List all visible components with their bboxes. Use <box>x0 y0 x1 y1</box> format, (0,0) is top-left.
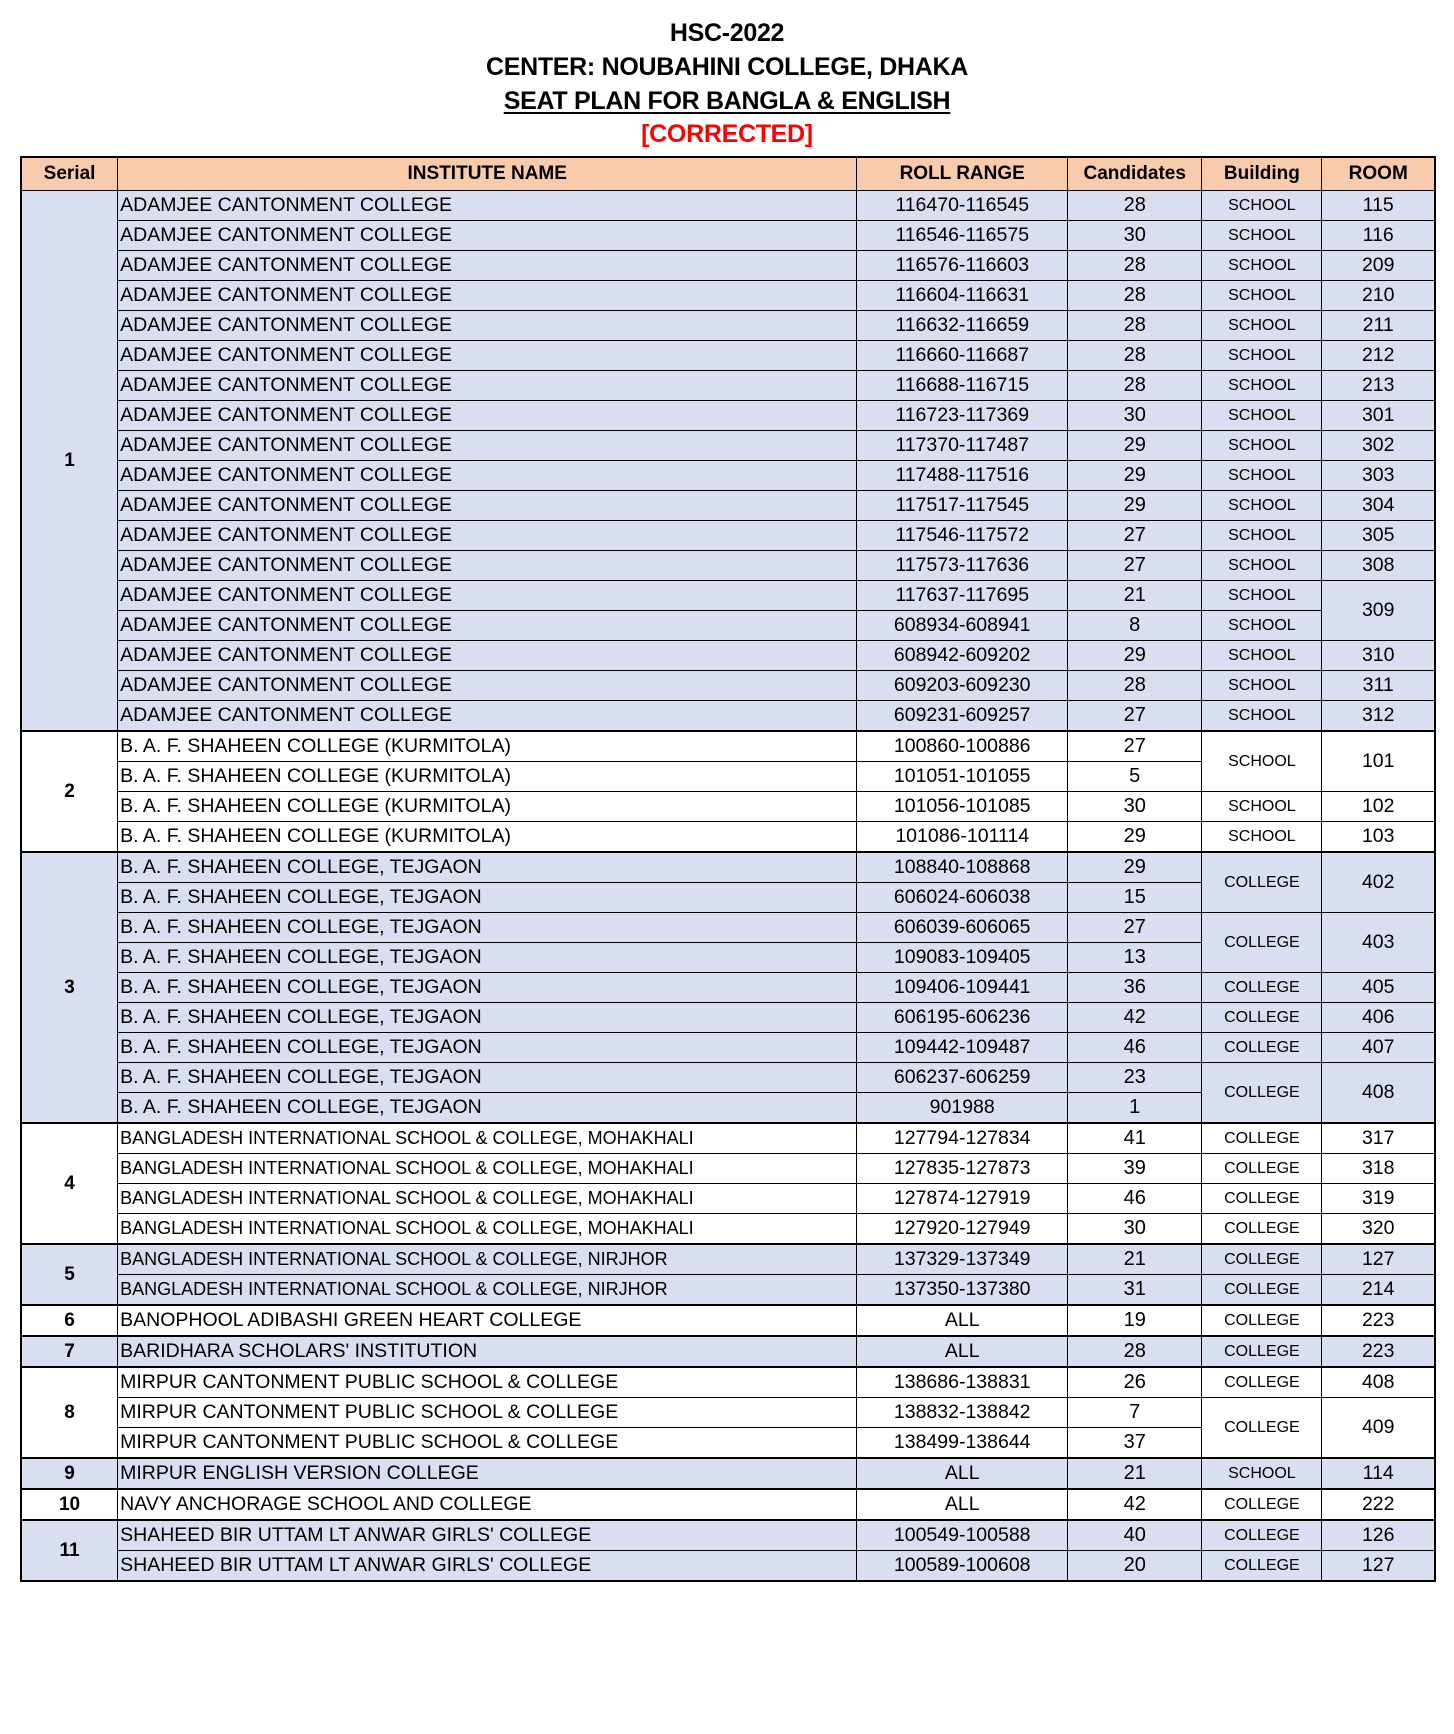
cell-candidates: 27 <box>1068 731 1202 762</box>
table-body <box>21 191 1435 1582</box>
cell-institute-name: B. A. F. SHAHEEN COLLEGE, TEJGAON <box>118 1063 857 1093</box>
cell-institute-name: B. A. F. SHAHEEN COLLEGE, TEJGAON <box>118 852 857 883</box>
cell-institute-name: ADAMJEE CANTONMENT COLLEGE <box>118 221 857 251</box>
cell-room: 213 <box>1322 371 1435 401</box>
cell-institute-name: BANGLADESH INTERNATIONAL SCHOOL & COLLEGE, MOHAKHALI <box>118 1184 857 1214</box>
cell-serial: 11 <box>21 1520 118 1581</box>
title-exam-year: HSC-2022 <box>669 19 785 47</box>
cell-candidates: 28 <box>1068 281 1202 311</box>
cell-building: SCHOOL <box>1202 191 1322 221</box>
cell-room: 103 <box>1322 822 1435 853</box>
cell-building: SCHOOL <box>1202 311 1322 341</box>
cell-institute-name: ADAMJEE CANTONMENT COLLEGE <box>118 461 857 491</box>
table-row <box>21 521 1435 551</box>
cell-institute-name: B. A. F. SHAHEEN COLLEGE, TEJGAON <box>118 943 857 973</box>
cell-candidates: 29 <box>1068 431 1202 461</box>
table-row <box>21 641 1435 671</box>
table-row <box>21 852 1435 883</box>
cell-institute-name: ADAMJEE CANTONMENT COLLEGE <box>118 671 857 701</box>
cell-room: 223 <box>1322 1305 1435 1336</box>
cell-roll-range: 606024-606038 <box>857 883 1068 913</box>
cell-institute-name: SHAHEED BIR UTTAM LT ANWAR GIRLS' COLLEGE <box>118 1520 857 1551</box>
cell-institute-name: B. A. F. SHAHEEN COLLEGE, TEJGAON <box>118 1033 857 1063</box>
seat-plan-table <box>20 156 1436 1582</box>
table-row <box>21 913 1435 943</box>
cell-candidates: 20 <box>1068 1551 1202 1582</box>
cell-room: 317 <box>1322 1123 1435 1154</box>
cell-institute-name: B. A. F. SHAHEEN COLLEGE (KURMITOLA) <box>118 822 857 853</box>
table-row <box>21 191 1435 221</box>
cell-institute-name: ADAMJEE CANTONMENT COLLEGE <box>118 311 857 341</box>
cell-building: SCHOOL <box>1202 401 1322 431</box>
cell-room: 116 <box>1322 221 1435 251</box>
cell-candidates: 29 <box>1068 852 1202 883</box>
cell-institute-name: ADAMJEE CANTONMENT COLLEGE <box>118 191 857 221</box>
seat-plan-table-wrap <box>20 156 1436 1582</box>
cell-roll-range: 116604-116631 <box>857 281 1068 311</box>
cell-building: COLLEGE <box>1202 1214 1322 1245</box>
cell-building: SCHOOL <box>1202 641 1322 671</box>
cell-building: COLLEGE <box>1202 1033 1322 1063</box>
cell-building: COLLEGE <box>1202 1520 1322 1551</box>
cell-roll-range: 109442-109487 <box>857 1033 1068 1063</box>
title-center: CENTER: NOUBAHINI COLLEGE, DHAKA <box>485 53 969 81</box>
cell-building: COLLEGE <box>1202 1551 1322 1582</box>
cell-room: 409 <box>1322 1398 1435 1459</box>
cell-candidates: 21 <box>1068 1244 1202 1275</box>
cell-candidates: 26 <box>1068 1367 1202 1398</box>
cell-candidates: 36 <box>1068 973 1202 1003</box>
cell-room: 101 <box>1322 731 1435 792</box>
cell-roll-range: 117517-117545 <box>857 491 1068 521</box>
cell-candidates: 5 <box>1068 762 1202 792</box>
cell-candidates: 23 <box>1068 1063 1202 1093</box>
cell-room: 211 <box>1322 311 1435 341</box>
cell-building: SCHOOL <box>1202 461 1322 491</box>
cell-serial: 1 <box>21 191 118 732</box>
cell-room: 127 <box>1322 1244 1435 1275</box>
cell-room: 127 <box>1322 1551 1435 1582</box>
table-row <box>21 671 1435 701</box>
table-row <box>21 1123 1435 1154</box>
cell-candidates: 21 <box>1068 581 1202 611</box>
cell-institute-name: SHAHEED BIR UTTAM LT ANWAR GIRLS' COLLEGE <box>118 1551 857 1582</box>
cell-roll-range: 117546-117572 <box>857 521 1068 551</box>
cell-building: SCHOOL <box>1202 551 1322 581</box>
cell-candidates: 28 <box>1068 311 1202 341</box>
cell-room: 319 <box>1322 1184 1435 1214</box>
cell-candidates: 31 <box>1068 1275 1202 1306</box>
cell-building: SCHOOL <box>1202 341 1322 371</box>
cell-room: 311 <box>1322 671 1435 701</box>
cell-building: SCHOOL <box>1202 731 1322 792</box>
cell-institute-name: ADAMJEE CANTONMENT COLLEGE <box>118 281 857 311</box>
cell-roll-range: 101086-101114 <box>857 822 1068 853</box>
cell-building: SCHOOL <box>1202 701 1322 732</box>
cell-institute-name: B. A. F. SHAHEEN COLLEGE, TEJGAON <box>118 973 857 1003</box>
cell-room: 114 <box>1322 1458 1435 1489</box>
cell-roll-range: 609203-609230 <box>857 671 1068 701</box>
cell-roll-range: 117370-117487 <box>857 431 1068 461</box>
cell-institute-name: B. A. F. SHAHEEN COLLEGE (KURMITOLA) <box>118 731 857 762</box>
cell-building: COLLEGE <box>1202 913 1322 973</box>
table-row <box>21 401 1435 431</box>
table-row <box>21 1305 1435 1336</box>
cell-building: COLLEGE <box>1202 852 1322 913</box>
cell-institute-name: ADAMJEE CANTONMENT COLLEGE <box>118 401 857 431</box>
table-row <box>21 1003 1435 1033</box>
table-row <box>21 1184 1435 1214</box>
cell-room: 222 <box>1322 1489 1435 1520</box>
cell-institute-name: B. A. F. SHAHEEN COLLEGE, TEJGAON <box>118 1093 857 1124</box>
cell-building: COLLEGE <box>1202 1489 1322 1520</box>
cell-roll-range: ALL <box>857 1305 1068 1336</box>
table-row <box>21 1520 1435 1551</box>
cell-institute-name: ADAMJEE CANTONMENT COLLEGE <box>118 251 857 281</box>
cell-room: 309 <box>1322 581 1435 641</box>
cell-candidates: 46 <box>1068 1184 1202 1214</box>
cell-institute-name: MIRPUR CANTONMENT PUBLIC SCHOOL & COLLEGE <box>118 1367 857 1398</box>
cell-roll-range: 138499-138644 <box>857 1428 1068 1459</box>
cell-building: SCHOOL <box>1202 671 1322 701</box>
cell-building: COLLEGE <box>1202 1154 1322 1184</box>
cell-roll-range: ALL <box>857 1336 1068 1367</box>
cell-room: 214 <box>1322 1275 1435 1306</box>
cell-institute-name: ADAMJEE CANTONMENT COLLEGE <box>118 701 857 732</box>
cell-candidates: 29 <box>1068 641 1202 671</box>
cell-candidates: 37 <box>1068 1428 1202 1459</box>
cell-institute-name: MIRPUR CANTONMENT PUBLIC SCHOOL & COLLEGE <box>118 1398 857 1428</box>
cell-roll-range: 117637-117695 <box>857 581 1068 611</box>
table-row <box>21 611 1435 641</box>
document-title-block <box>0 0 1454 150</box>
cell-building: COLLEGE <box>1202 1063 1322 1124</box>
title-seat-plan: SEAT PLAN FOR BANGLA & ENGLISH <box>503 87 951 115</box>
cell-candidates: 30 <box>1068 792 1202 822</box>
cell-room: 310 <box>1322 641 1435 671</box>
cell-room: 312 <box>1322 701 1435 732</box>
cell-institute-name: B. A. F. SHAHEEN COLLEGE (KURMITOLA) <box>118 762 857 792</box>
cell-room: 301 <box>1322 401 1435 431</box>
cell-building: SCHOOL <box>1202 521 1322 551</box>
cell-building: COLLEGE <box>1202 1305 1322 1336</box>
cell-candidates: 42 <box>1068 1003 1202 1033</box>
cell-candidates: 29 <box>1068 822 1202 853</box>
cell-candidates: 15 <box>1068 883 1202 913</box>
column-header-serial: Serial <box>21 157 118 191</box>
table-row <box>21 1551 1435 1582</box>
cell-roll-range: 116660-116687 <box>857 341 1068 371</box>
cell-candidates: 13 <box>1068 943 1202 973</box>
cell-institute-name: BANGLADESH INTERNATIONAL SCHOOL & COLLEGE, MOHAKHALI <box>118 1214 857 1245</box>
table-row <box>21 1458 1435 1489</box>
table-row <box>21 1244 1435 1275</box>
column-header-building: Building <box>1202 157 1322 191</box>
cell-room: 403 <box>1322 913 1435 973</box>
cell-institute-name: ADAMJEE CANTONMENT COLLEGE <box>118 551 857 581</box>
cell-serial: 6 <box>21 1305 118 1336</box>
cell-candidates: 29 <box>1068 491 1202 521</box>
cell-serial: 7 <box>21 1336 118 1367</box>
cell-roll-range: 606039-606065 <box>857 913 1068 943</box>
cell-roll-range: 609231-609257 <box>857 701 1068 732</box>
table-row <box>21 1489 1435 1520</box>
table-row <box>21 1336 1435 1367</box>
cell-room: 405 <box>1322 973 1435 1003</box>
cell-room: 302 <box>1322 431 1435 461</box>
cell-room: 408 <box>1322 1367 1435 1398</box>
cell-institute-name: B. A. F. SHAHEEN COLLEGE, TEJGAON <box>118 913 857 943</box>
cell-room: 406 <box>1322 1003 1435 1033</box>
cell-institute-name: ADAMJEE CANTONMENT COLLEGE <box>118 341 857 371</box>
cell-room: 102 <box>1322 792 1435 822</box>
cell-roll-range: 138832-138842 <box>857 1398 1068 1428</box>
cell-candidates: 46 <box>1068 1033 1202 1063</box>
cell-institute-name: BANGLADESH INTERNATIONAL SCHOOL & COLLEGE, MOHAKHALI <box>118 1154 857 1184</box>
cell-candidates: 27 <box>1068 701 1202 732</box>
cell-institute-name: ADAMJEE CANTONMENT COLLEGE <box>118 371 857 401</box>
cell-roll-range: 137329-137349 <box>857 1244 1068 1275</box>
table-row <box>21 1398 1435 1428</box>
cell-candidates: 27 <box>1068 551 1202 581</box>
cell-institute-name: B. A. F. SHAHEEN COLLEGE, TEJGAON <box>118 883 857 913</box>
cell-room: 223 <box>1322 1336 1435 1367</box>
cell-institute-name: BANGLADESH INTERNATIONAL SCHOOL & COLLEGE, NIRJHOR <box>118 1275 857 1306</box>
table-row <box>21 1367 1435 1398</box>
cell-building: COLLEGE <box>1202 1398 1322 1459</box>
cell-roll-range: 100589-100608 <box>857 1551 1068 1582</box>
cell-building: SCHOOL <box>1202 281 1322 311</box>
cell-institute-name: BANGLADESH INTERNATIONAL SCHOOL & COLLEGE, MOHAKHALI <box>118 1123 857 1154</box>
cell-roll-range: 606195-606236 <box>857 1003 1068 1033</box>
cell-serial: 10 <box>21 1489 118 1520</box>
cell-room: 115 <box>1322 191 1435 221</box>
cell-room: 402 <box>1322 852 1435 913</box>
cell-building: COLLEGE <box>1202 1367 1322 1398</box>
table-row <box>21 341 1435 371</box>
cell-roll-range: 608942-609202 <box>857 641 1068 671</box>
cell-candidates: 28 <box>1068 371 1202 401</box>
cell-roll-range: 901988 <box>857 1093 1068 1124</box>
cell-candidates: 28 <box>1068 671 1202 701</box>
cell-roll-range: 117488-117516 <box>857 461 1068 491</box>
cell-roll-range: 116632-116659 <box>857 311 1068 341</box>
cell-room: 305 <box>1322 521 1435 551</box>
cell-roll-range: 608934-608941 <box>857 611 1068 641</box>
cell-room: 212 <box>1322 341 1435 371</box>
table-row <box>21 731 1435 762</box>
table-header <box>21 157 1435 191</box>
cell-candidates: 42 <box>1068 1489 1202 1520</box>
cell-room: 126 <box>1322 1520 1435 1551</box>
cell-building: COLLEGE <box>1202 1184 1322 1214</box>
table-row <box>21 281 1435 311</box>
cell-roll-range: ALL <box>857 1489 1068 1520</box>
cell-institute-name: ADAMJEE CANTONMENT COLLEGE <box>118 491 857 521</box>
cell-building: COLLEGE <box>1202 1275 1322 1306</box>
cell-serial: 5 <box>21 1244 118 1305</box>
cell-roll-range: 116576-116603 <box>857 251 1068 281</box>
cell-candidates: 28 <box>1068 251 1202 281</box>
cell-candidates: 7 <box>1068 1398 1202 1428</box>
cell-candidates: 27 <box>1068 521 1202 551</box>
cell-building: SCHOOL <box>1202 251 1322 281</box>
table-row <box>21 822 1435 853</box>
table-row <box>21 792 1435 822</box>
cell-roll-range: 127794-127834 <box>857 1123 1068 1154</box>
header-row <box>21 157 1435 191</box>
cell-building: COLLEGE <box>1202 973 1322 1003</box>
cell-roll-range: 117573-117636 <box>857 551 1068 581</box>
cell-institute-name: ADAMJEE CANTONMENT COLLEGE <box>118 611 857 641</box>
cell-building: SCHOOL <box>1202 1458 1322 1489</box>
cell-institute-name: NAVY ANCHORAGE SCHOOL AND COLLEGE <box>118 1489 857 1520</box>
column-header-candidates: Candidates <box>1068 157 1202 191</box>
table-row <box>21 431 1435 461</box>
cell-roll-range: 116546-116575 <box>857 221 1068 251</box>
cell-roll-range: 100860-100886 <box>857 731 1068 762</box>
table-row <box>21 973 1435 1003</box>
cell-roll-range: 127874-127919 <box>857 1184 1068 1214</box>
cell-building: SCHOOL <box>1202 611 1322 641</box>
cell-building: SCHOOL <box>1202 371 1322 401</box>
table-row <box>21 221 1435 251</box>
cell-room: 408 <box>1322 1063 1435 1124</box>
cell-roll-range: 108840-108868 <box>857 852 1068 883</box>
cell-institute-name: B. A. F. SHAHEEN COLLEGE, TEJGAON <box>118 1003 857 1033</box>
cell-building: SCHOOL <box>1202 822 1322 853</box>
cell-room: 209 <box>1322 251 1435 281</box>
cell-roll-range: ALL <box>857 1458 1068 1489</box>
cell-candidates: 19 <box>1068 1305 1202 1336</box>
cell-institute-name: BANOPHOOL ADIBASHI GREEN HEART COLLEGE <box>118 1305 857 1336</box>
cell-candidates: 41 <box>1068 1123 1202 1154</box>
cell-roll-range: 109083-109405 <box>857 943 1068 973</box>
cell-institute-name: B. A. F. SHAHEEN COLLEGE (KURMITOLA) <box>118 792 857 822</box>
cell-room: 304 <box>1322 491 1435 521</box>
cell-roll-range: 101056-101085 <box>857 792 1068 822</box>
cell-serial: 9 <box>21 1458 118 1489</box>
cell-institute-name: BANGLADESH INTERNATIONAL SCHOOL & COLLEGE, NIRJHOR <box>118 1244 857 1275</box>
cell-roll-range: 116688-116715 <box>857 371 1068 401</box>
table-row <box>21 311 1435 341</box>
cell-roll-range: 116470-116545 <box>857 191 1068 221</box>
cell-building: COLLEGE <box>1202 1123 1322 1154</box>
cell-building: SCHOOL <box>1202 792 1322 822</box>
cell-room: 318 <box>1322 1154 1435 1184</box>
cell-candidates: 8 <box>1068 611 1202 641</box>
title-corrected-badge: [CORRECTED] <box>641 120 813 148</box>
cell-candidates: 30 <box>1068 401 1202 431</box>
table-row <box>21 701 1435 732</box>
table-row <box>21 551 1435 581</box>
cell-roll-range: 101051-101055 <box>857 762 1068 792</box>
table-row <box>21 371 1435 401</box>
cell-serial: 2 <box>21 731 118 852</box>
cell-candidates: 21 <box>1068 1458 1202 1489</box>
cell-institute-name: BARIDHARA SCHOLARS' INSTITUTION <box>118 1336 857 1367</box>
cell-building: SCHOOL <box>1202 581 1322 611</box>
column-header-institute-name: INSTITUTE NAME <box>118 157 857 191</box>
cell-candidates: 27 <box>1068 913 1202 943</box>
table-row <box>21 461 1435 491</box>
cell-room: 308 <box>1322 551 1435 581</box>
cell-institute-name: MIRPUR CANTONMENT PUBLIC SCHOOL & COLLEGE <box>118 1428 857 1459</box>
cell-building: COLLEGE <box>1202 1336 1322 1367</box>
cell-building: COLLEGE <box>1202 1003 1322 1033</box>
table-row <box>21 1154 1435 1184</box>
cell-roll-range: 137350-137380 <box>857 1275 1068 1306</box>
cell-roll-range: 116723-117369 <box>857 401 1068 431</box>
cell-candidates: 1 <box>1068 1093 1202 1124</box>
cell-building: SCHOOL <box>1202 491 1322 521</box>
cell-institute-name: MIRPUR ENGLISH VERSION COLLEGE <box>118 1458 857 1489</box>
cell-room: 210 <box>1322 281 1435 311</box>
table-row <box>21 251 1435 281</box>
column-header-room: ROOM <box>1322 157 1435 191</box>
cell-serial: 3 <box>21 852 118 1123</box>
cell-institute-name: ADAMJEE CANTONMENT COLLEGE <box>118 581 857 611</box>
cell-roll-range: 109406-109441 <box>857 973 1068 1003</box>
table-row <box>21 1063 1435 1093</box>
cell-building: SCHOOL <box>1202 221 1322 251</box>
cell-roll-range: 138686-138831 <box>857 1367 1068 1398</box>
column-header-roll-range: ROLL RANGE <box>857 157 1068 191</box>
cell-institute-name: ADAMJEE CANTONMENT COLLEGE <box>118 521 857 551</box>
cell-roll-range: 127920-127949 <box>857 1214 1068 1245</box>
cell-room: 407 <box>1322 1033 1435 1063</box>
cell-building: SCHOOL <box>1202 431 1322 461</box>
cell-roll-range: 127835-127873 <box>857 1154 1068 1184</box>
table-row <box>21 491 1435 521</box>
cell-candidates: 30 <box>1068 1214 1202 1245</box>
cell-building: COLLEGE <box>1202 1244 1322 1275</box>
cell-candidates: 28 <box>1068 191 1202 221</box>
cell-candidates: 28 <box>1068 341 1202 371</box>
table-row <box>21 581 1435 611</box>
cell-candidates: 28 <box>1068 1336 1202 1367</box>
cell-candidates: 40 <box>1068 1520 1202 1551</box>
cell-roll-range: 606237-606259 <box>857 1063 1068 1093</box>
cell-serial: 8 <box>21 1367 118 1458</box>
table-row <box>21 1275 1435 1306</box>
cell-institute-name: ADAMJEE CANTONMENT COLLEGE <box>118 641 857 671</box>
cell-candidates: 29 <box>1068 461 1202 491</box>
cell-room: 320 <box>1322 1214 1435 1245</box>
cell-candidates: 30 <box>1068 221 1202 251</box>
cell-institute-name: ADAMJEE CANTONMENT COLLEGE <box>118 431 857 461</box>
cell-roll-range: 100549-100588 <box>857 1520 1068 1551</box>
cell-serial: 4 <box>21 1123 118 1244</box>
cell-room: 303 <box>1322 461 1435 491</box>
table-row <box>21 1033 1435 1063</box>
cell-candidates: 39 <box>1068 1154 1202 1184</box>
table-row <box>21 1214 1435 1245</box>
